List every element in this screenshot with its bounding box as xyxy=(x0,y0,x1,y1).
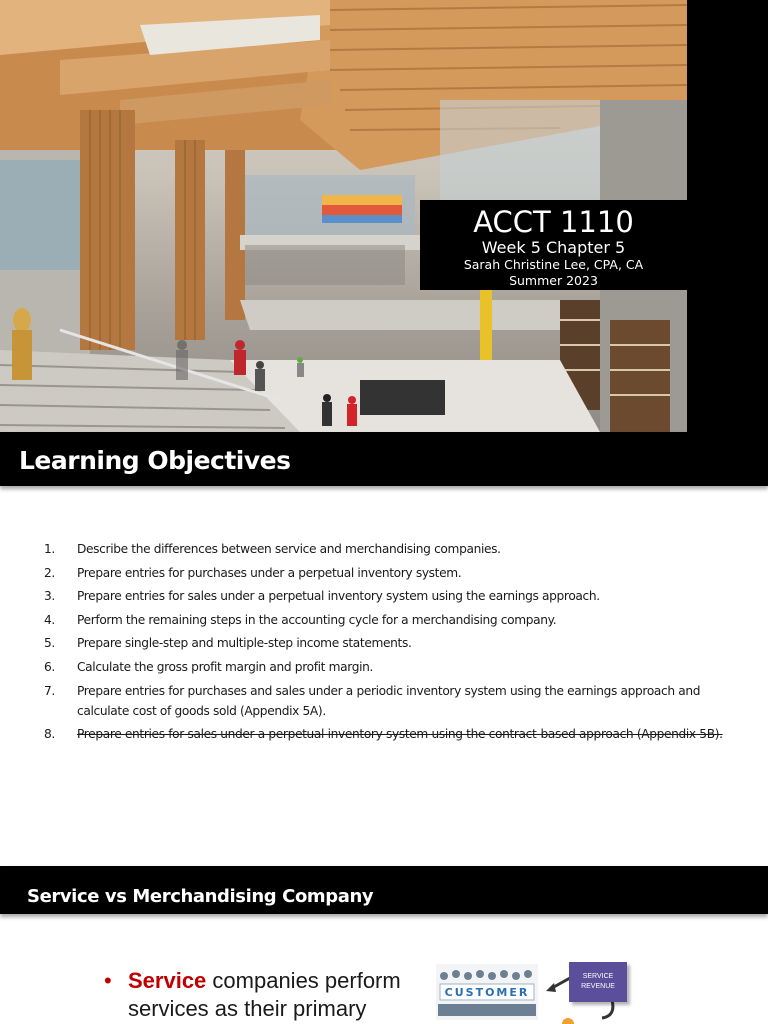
objective-item xyxy=(44,724,724,744)
objective-text: Prepare entries for purchases under a perpetual inventory system. xyxy=(77,565,462,580)
service-vs-merch-slide xyxy=(0,866,768,1024)
objective-item xyxy=(44,563,724,583)
service-bullet xyxy=(104,967,424,1023)
objectives-header xyxy=(0,432,768,486)
objective-text: Prepare entries for sales under a perpetual inventory system using the earnings approach. xyxy=(77,589,600,604)
objective-text: Describe the differences between service and merchandising companies. xyxy=(77,542,501,556)
objective-item xyxy=(44,586,724,606)
objective-number: 4. xyxy=(44,612,55,627)
customers-image xyxy=(436,964,538,1020)
objective-text: Prepare single-step and multiple-step income statements. xyxy=(77,636,412,651)
bullet-dot-icon: • xyxy=(104,968,112,993)
service-revenue-label: SERVICE REVENUE xyxy=(581,973,615,990)
service-revenue-box xyxy=(569,962,627,1002)
objective-item xyxy=(44,681,724,721)
objective-text: Calculate the gross profit margin and profit margin. xyxy=(77,659,374,674)
objectives-list xyxy=(44,539,724,748)
objective-number: 8. xyxy=(44,727,55,742)
objective-text: Prepare entries for purchases and sales under a periodic inventory system using the earnings approach and calculate cost of goods sold (Appendix 5A). xyxy=(77,683,701,718)
objective-item xyxy=(44,657,724,677)
objective-text: Prepare entries for sales under a perpetual inventory system using the contract-based approach (Appendix 5B). xyxy=(77,727,723,742)
objective-number: 2. xyxy=(44,565,55,580)
coin-icon xyxy=(562,1018,574,1024)
term-label: Summer 2023 xyxy=(509,273,598,288)
bullet-rest: companies perform services as their primary xyxy=(128,968,401,1021)
objective-number: 3. xyxy=(44,589,55,604)
objective-number: 1. xyxy=(44,542,55,556)
bullet-text xyxy=(104,967,424,1023)
objective-number: 6. xyxy=(44,659,55,674)
objective-number: 5. xyxy=(44,636,55,651)
title-slide xyxy=(0,0,768,432)
week-subtitle: Week 5 Chapter 5 xyxy=(481,238,626,257)
service-header xyxy=(0,866,768,914)
objectives-slide xyxy=(0,432,768,864)
svg-text:CUSTOMER: CUSTOMER xyxy=(444,986,530,999)
instructor-name: Sarah Christine Lee, CPA, CA xyxy=(463,257,644,272)
course-title: ACCT 1110 xyxy=(473,205,634,239)
bullet-keyword: Service xyxy=(128,968,207,993)
objective-text: Perform the remaining steps in the accounting cycle for a merchandising company. xyxy=(77,612,557,627)
objective-item xyxy=(44,610,724,630)
objectives-title: Learning Objectives xyxy=(19,446,291,475)
objective-number: 7. xyxy=(44,683,55,698)
service-title: Service vs Merchandising Company xyxy=(27,886,374,907)
objective-item xyxy=(44,539,724,559)
return-arrow-icon xyxy=(598,1000,628,1024)
title-box xyxy=(420,200,687,290)
objective-item xyxy=(44,633,724,653)
